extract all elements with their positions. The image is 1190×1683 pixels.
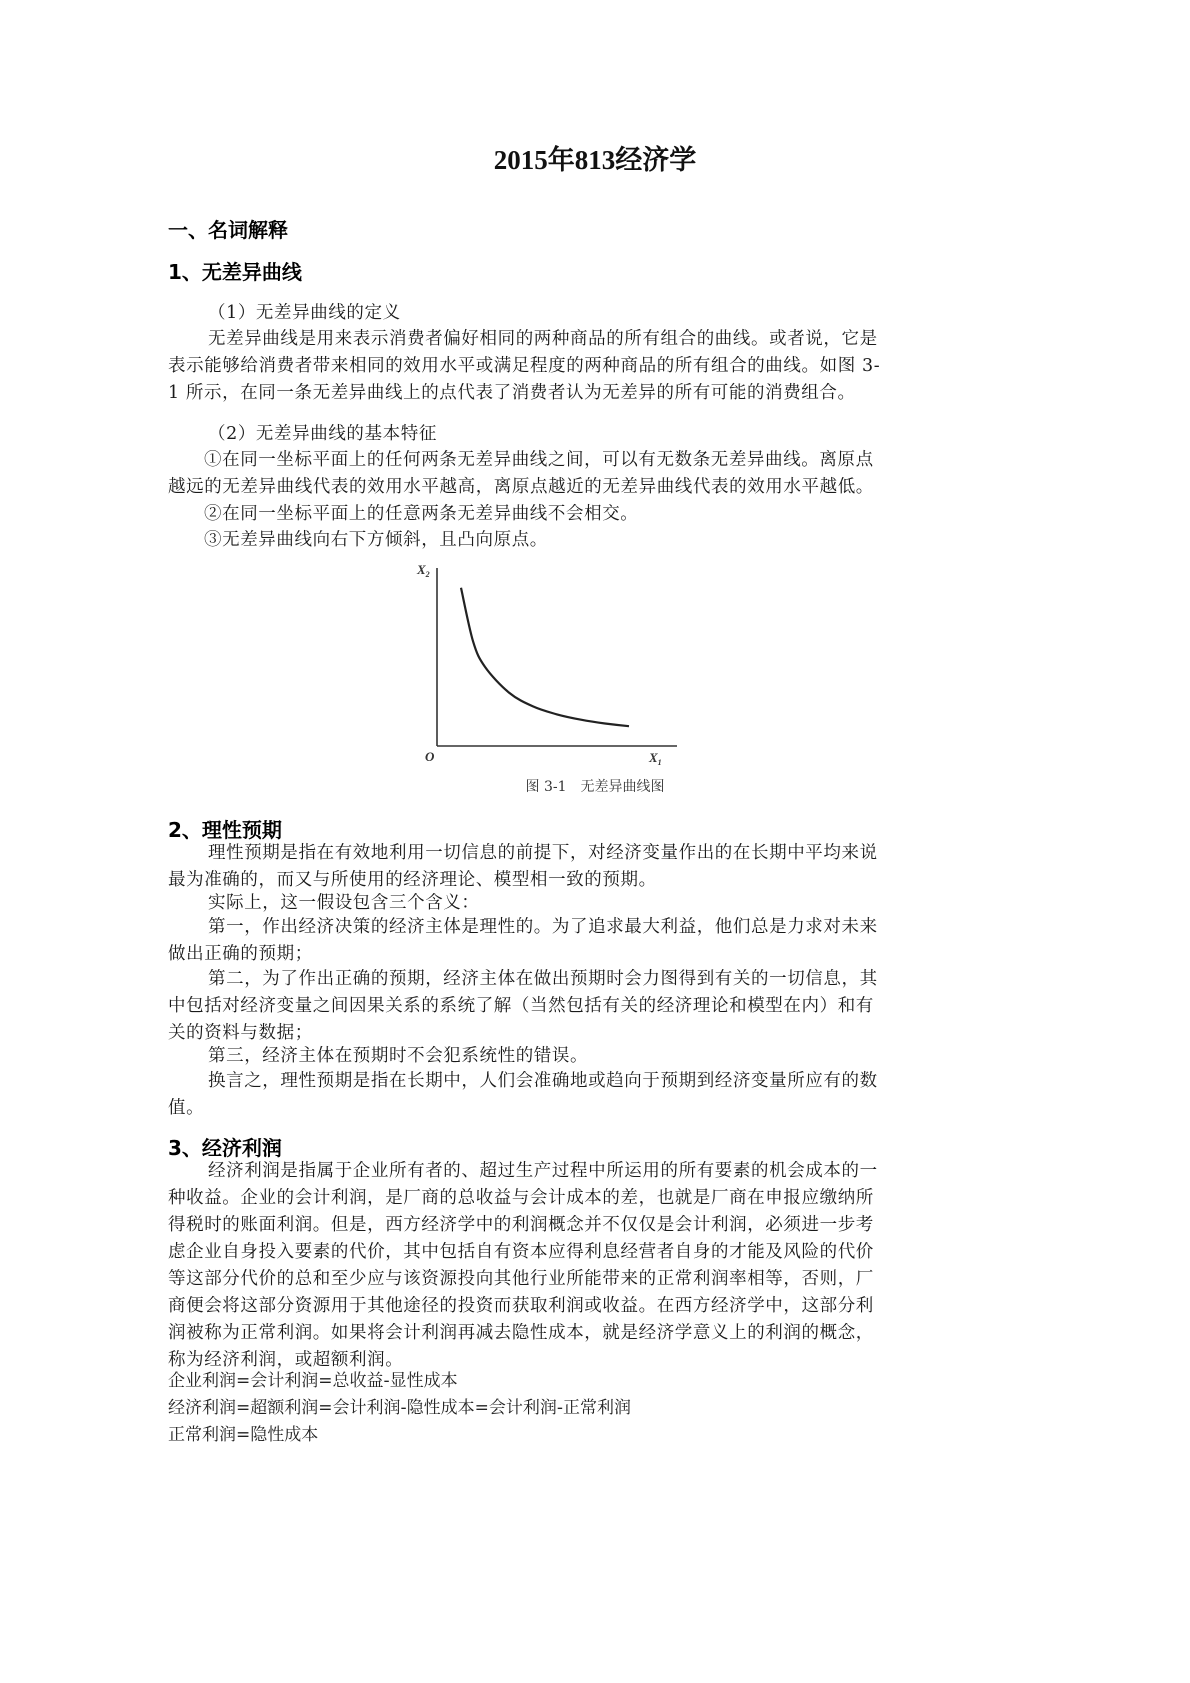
figure-caption-number: 图 3-1 — [525, 779, 567, 795]
page-title: 2015年813经济学 — [493, 145, 697, 175]
text-line: 种收益。企业的会计利润，是厂商的总收益与会计成本的差，也就是厂商在申报应缴纳所 — [168, 1188, 874, 1208]
paragraph-rational-second — [168, 966, 940, 1047]
text-line: 得税时的账面利润。但是，西方经济学中的利润概念并不仅仅是会计利润，必须进一步考 — [168, 1215, 874, 1235]
text-line: 关的资料与数据； — [168, 1023, 313, 1043]
text-line: 做出正确的预期； — [168, 944, 313, 964]
text-line: 第二，为了作出正确的预期，经济主体在做出预期时会力图得到有关的一切信息，其 — [208, 969, 878, 989]
text-line: 值。 — [168, 1098, 205, 1118]
text-line: 最为准确的，而又与所使用的经济理论、模型相一致的预期。 — [168, 870, 657, 890]
y-axis-label: $X_2$ — [417, 562, 430, 579]
indifference-curve-chart — [415, 560, 685, 780]
text-line: 换言之，理性预期是指在长期中，人们会准确地或趋向于预期到经济变量所应有的数 — [208, 1071, 878, 1091]
paragraph-feature-3: ③无差异曲线向右下方倾斜，且凸向原点。 — [204, 530, 548, 550]
indifference-curve-figure — [415, 560, 685, 810]
subheading-definition: （1）无差异曲线的定义 — [208, 303, 401, 323]
text-line: 理性预期是指在有效地利用一切信息的前提下，对经济变量作出的在长期中平均来说 — [208, 843, 878, 863]
formula-economic-profit: 经济利润=超额利润=会计利润-隐性成本=会计利润-正常利润 — [168, 1398, 631, 1418]
formula-normal-profit: 正常利润=隐性成本 — [168, 1425, 319, 1445]
text-line: 表示能够给消费者带来相同的效用水平或满足程度的两种商品的所有组合的曲线。如图 3- — [168, 356, 881, 376]
text-line: 称为经济利润，或超额利润。 — [168, 1350, 404, 1370]
figure-caption — [0, 776, 1190, 796]
item-heading-indifference-curve: 1、无差异曲线 — [168, 260, 302, 284]
x-axis-label: $X_1$ — [649, 750, 662, 767]
text-line: 无差异曲线是用来表示消费者偏好相同的两种商品的所有组合的曲线。或者说，它是 — [208, 329, 878, 349]
paragraph-economic-profit — [168, 1158, 940, 1374]
indifference-curve-line — [461, 588, 629, 726]
paragraph-rational-summary — [168, 1068, 940, 1122]
text-line: 越远的无差异曲线代表的效用水平越高，离原点越近的无差异曲线代表的效用水平越低。 — [168, 477, 874, 497]
text-line: 等这部分代价的总和至少应与该资源投向其他行业所能带来的正常利润率相等，否则，厂 — [168, 1269, 874, 1289]
text-line: 商便会将这部分资源用于其他途径的投资而获取利润或收益。在西方经济学中，这部分利 — [168, 1296, 874, 1316]
paragraph-feature-2: ②在同一坐标平面上的任意两条无差异曲线不会相交。 — [204, 504, 639, 524]
figure-caption-text: 无差异曲线图 — [580, 779, 665, 795]
item-heading-rational-expectations: 2、理性预期 — [168, 818, 282, 842]
text-line: ①在同一坐标平面上的任何两条无差异曲线之间，可以有无数条无差异曲线。离原点 — [204, 450, 874, 470]
subheading-features: （2）无差异曲线的基本特征 — [208, 424, 437, 444]
item-heading-economic-profit: 3、经济利润 — [168, 1136, 282, 1160]
text-line: 经济利润是指属于企业所有者的、超过生产过程中所运用的所有要素的机会成本的一 — [208, 1161, 878, 1181]
text-line: 润被称为正常利润。如果将会计利润再减去隐性成本，就是经济学意义上的利润的概念， — [168, 1323, 874, 1343]
text-line: 1 所示，在同一条无差异曲线上的点代表了消费者认为无差异的所有可能的消费组合。 — [168, 383, 856, 403]
paragraph-rational-third: 第三，经济主体在预期时不会犯系统性的错误。 — [208, 1046, 589, 1066]
origin-label: O — [425, 749, 435, 764]
paragraph-rational-meanings: 实际上，这一假设包含三个含义： — [208, 893, 480, 913]
section-heading: 一、名词解释 — [168, 218, 288, 242]
text-line: 中包括对经济变量之间因果关系的系统了解（当然包括有关的经济理论和模型在内）和有 — [168, 996, 874, 1016]
paragraph-feature-1 — [168, 447, 940, 501]
paragraph-definition — [168, 326, 940, 407]
text-line: 虑企业自身投入要素的代价，其中包括自有资本应得利息经营者自身的才能及风险的代价 — [168, 1242, 874, 1262]
paragraph-rational-first — [168, 914, 940, 968]
text-line: 第一，作出经济决策的经济主体是理性的。为了追求最大利益，他们总是力求对未来 — [208, 917, 878, 937]
paragraph-rational-def — [168, 840, 940, 894]
formula-enterprise-profit: 企业利润=会计利润=总收益-显性成本 — [168, 1371, 458, 1391]
